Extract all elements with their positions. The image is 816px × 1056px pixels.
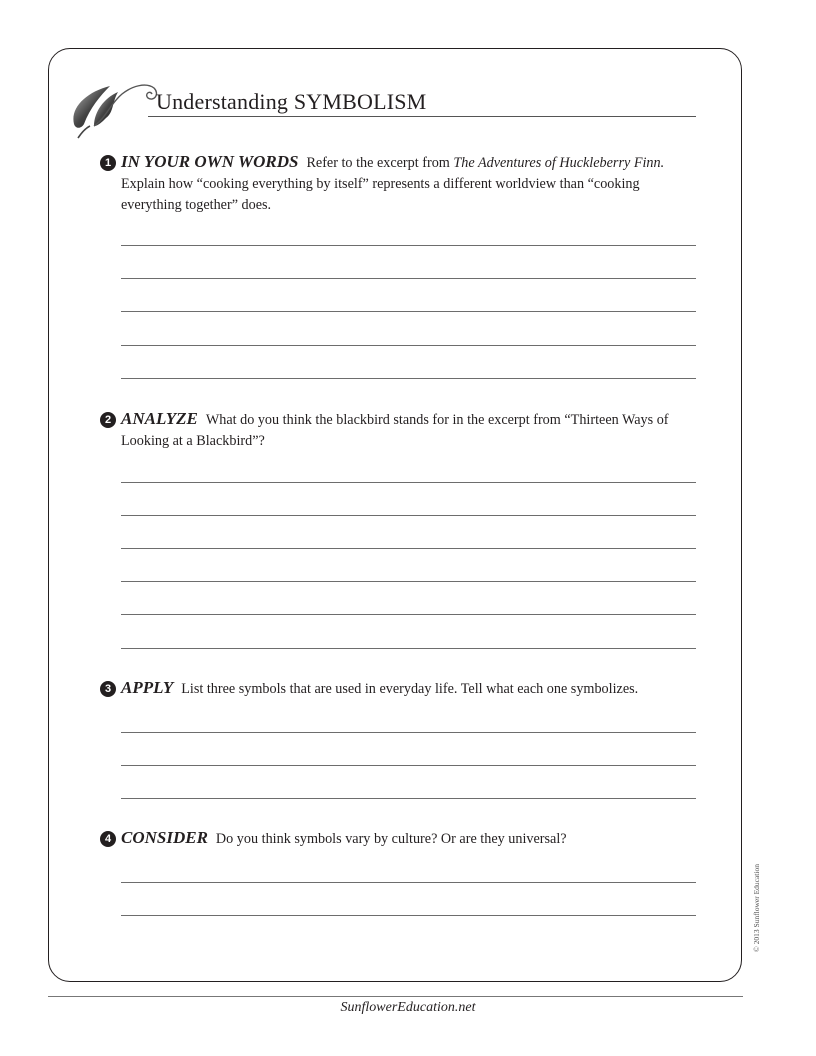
- answer-line[interactable]: [121, 311, 696, 312]
- number-badge-2: 2: [100, 412, 116, 428]
- question-1: [100, 151, 700, 216]
- answer-line[interactable]: [121, 345, 696, 346]
- answer-line[interactable]: [121, 581, 696, 582]
- answer-line[interactable]: [121, 915, 696, 916]
- answer-line[interactable]: [121, 798, 696, 799]
- number-badge-4: 4: [100, 831, 116, 847]
- answer-line[interactable]: [121, 278, 696, 279]
- answer-line[interactable]: [121, 378, 696, 379]
- answer-line[interactable]: [121, 548, 696, 549]
- question-1-text: Refer to the excerpt from: [306, 155, 454, 171]
- copyright-notice: © 2013 Sunflower Education: [752, 864, 761, 952]
- footer-site-name: SunflowerEducation.net: [340, 1000, 476, 1015]
- answer-line[interactable]: [121, 515, 696, 516]
- page-title: Understanding SYMBOLISM: [156, 89, 427, 114]
- question-3-text: List three symbols that are used in everyday life. Tell what each one symbolizes.: [181, 681, 639, 697]
- question-2-text-continued: Looking at a Blackbird”?: [121, 433, 265, 449]
- answer-line[interactable]: [121, 482, 696, 483]
- question-3-heading: APPLY: [121, 678, 174, 697]
- leaf-scroll-ornament-icon: [66, 68, 162, 140]
- question-2-text: What do you think the blackbird stands for in the excerpt from “Thirteen Ways of: [205, 412, 669, 428]
- footer-divider: [48, 996, 743, 997]
- question-4-heading: CONSIDER: [121, 828, 208, 847]
- question-1-heading: IN YOUR OWN WORDS: [121, 152, 299, 171]
- question-1-text-continued: Explain how “cooking everything by itself” represents a different worldview than “cooking everything together” does.: [121, 176, 640, 213]
- answer-line[interactable]: [121, 648, 696, 649]
- answer-line[interactable]: [121, 732, 696, 733]
- number-badge-3: 3: [100, 681, 116, 697]
- question-4-text: Do you think symbols vary by culture? Or are they universal?: [215, 831, 567, 847]
- title-underline: [148, 116, 696, 117]
- question-3: [100, 677, 700, 700]
- number-badge-1: 1: [100, 155, 116, 171]
- book-title: The Adventures of Huckleberry Finn.: [453, 155, 665, 171]
- question-2-heading: ANALYZE: [121, 409, 198, 428]
- question-2: [100, 408, 700, 452]
- answer-line[interactable]: [121, 245, 696, 246]
- answer-line[interactable]: [121, 882, 696, 883]
- question-4: [100, 827, 700, 850]
- answer-line[interactable]: [121, 614, 696, 615]
- answer-line[interactable]: [121, 765, 696, 766]
